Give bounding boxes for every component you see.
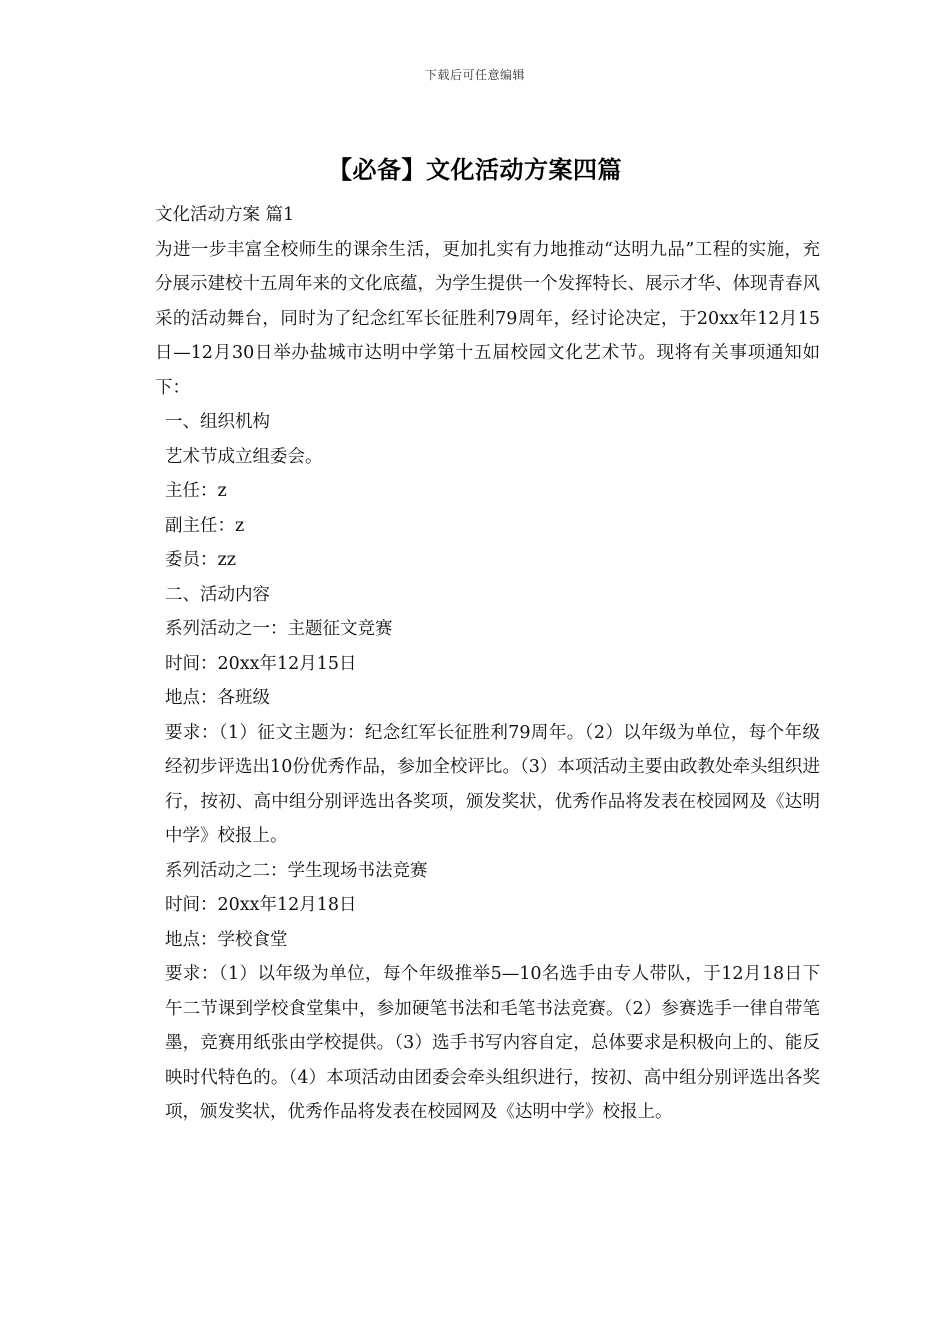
series1-place: 地点：各班级	[165, 688, 270, 708]
series2-time: 时间：20xx年12月18日	[165, 895, 357, 915]
org-heading: 一、组织机构	[165, 412, 270, 432]
content-heading: 二、活动内容	[165, 584, 270, 605]
document-body	[145, 198, 820, 1130]
section-heading: 文化活动方案 篇1	[155, 205, 295, 225]
members-line: 委员：zz	[165, 550, 236, 570]
document-title: 【必备】文化活动方案四篇	[328, 155, 622, 184]
vice-director-line: 副主任：z	[165, 515, 245, 536]
org-line: 艺术节成立组委会。	[165, 446, 323, 467]
header-note: 下载后可任意编辑	[424, 68, 525, 82]
series1-title: 系列活动之一：主题征文竞赛	[165, 619, 393, 639]
director-line: 主任：z	[165, 481, 227, 501]
series2-place: 地点：学校食堂	[165, 929, 288, 950]
intro-paragraph: 为进一步丰富全校师生的课余生活，更加扎实有力地推动“达明九品”工程的实施，充分展示建校十五周年来的文化底蕴，为学生提供一个发挥特长、展示才华、体现青春风采的活动舞台，同时为了纪念红军长征胜利79周年，经讨论决定，于20xx年12月15日—12月30日举办盐城市达明中学第十五届校园文化艺术节。现将有关事项通知如下：	[155, 239, 820, 398]
series1-time: 时间：20xx年12月15日	[165, 653, 357, 674]
series2-requirements: 要求：（1）以年级为单位，每个年级推举5—10名选手由专人带队，于12月18日下午二节课到学校食堂集中，参加硬笔书法和毛笔书法竞赛。（2）参赛选手一律自带笔墨，竞赛用纸张由学校提供。（3）选手书写内容自定，总体要求是积极向上的、能反映时代特色的。（4）本项活动由团委会牵头组织进行，按初、高中组分别评选出各奖项，颁发奖状，优秀作品将发表在校园网及《达明中学》校报上。	[165, 964, 820, 1122]
series1-requirements: 要求：（1）征文主题为：纪念红军长征胜利79周年。（2）以年级为单位，每个年级经初步评选出10份优秀作品，参加全校评比。（3）本项活动主要由政教处牵头组织进行，按初、高中组分别评选出各奖项，颁发奖状，优秀作品将发表在校园网及《达明中学》校报上。	[165, 722, 820, 846]
series2-title: 系列活动之二：学生现场书法竞赛	[165, 860, 428, 881]
